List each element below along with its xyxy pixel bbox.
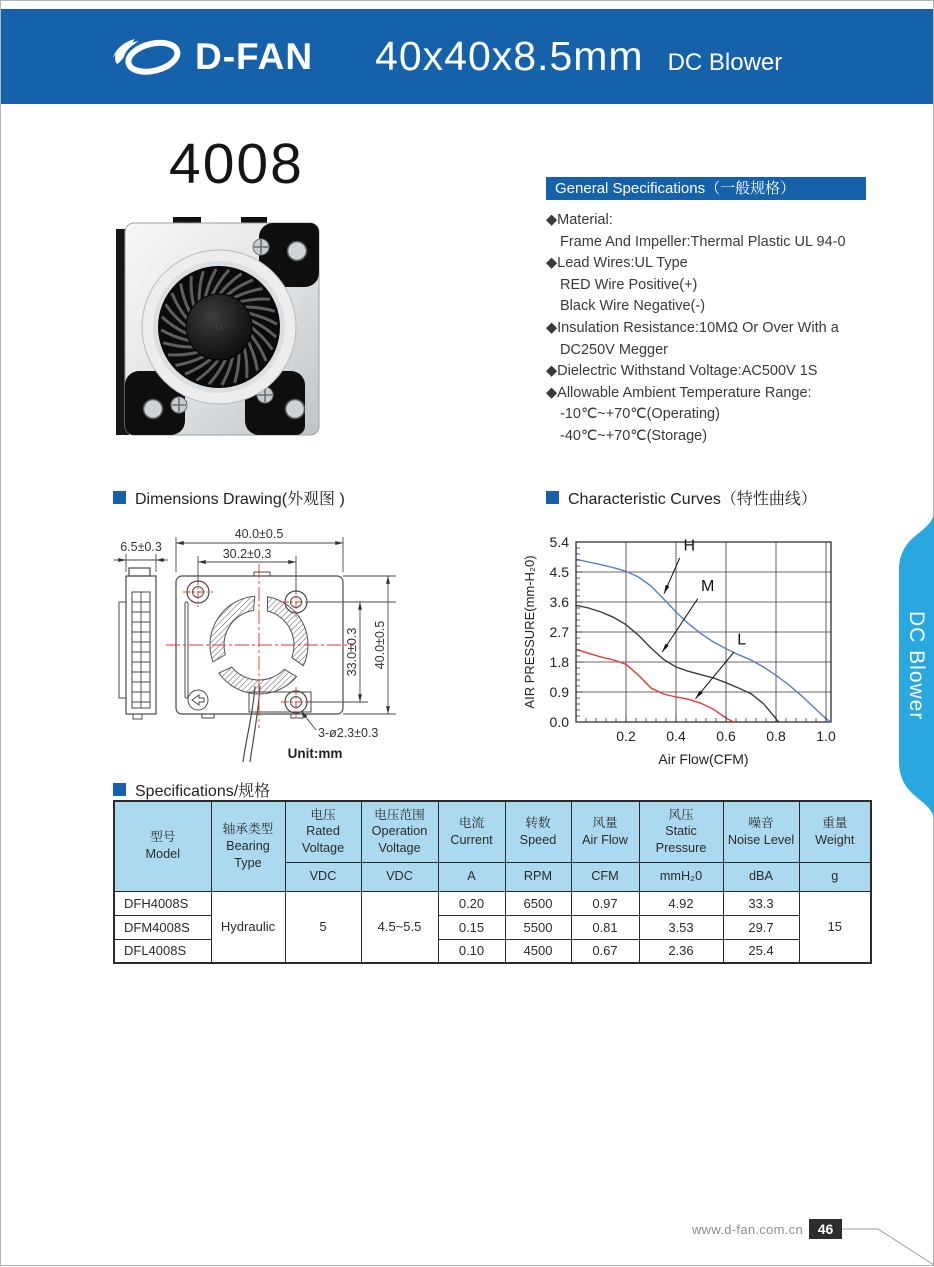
spec-line: -40℃~+70℃(Storage) — [560, 427, 708, 444]
unit-cfm: CFM — [571, 862, 639, 891]
spec-line: -10℃~+70℃(Operating) — [560, 406, 720, 423]
hub-center — [217, 325, 222, 330]
col-header-airflow: 风量 Air Flow — [571, 801, 639, 862]
specifications-table — [113, 800, 872, 964]
col-header-speed: 转数 Speed — [505, 801, 571, 862]
header — [1, 9, 933, 104]
blue-square-icon — [113, 783, 126, 796]
svg-text:H: H — [683, 537, 696, 555]
svg-text:0.4: 0.4 — [666, 728, 686, 744]
col-header-current: 电流 Current — [438, 801, 505, 862]
brand-name: D-FAN — [195, 35, 314, 77]
spec-line: ◆Allowable Ambient Temperature Range: — [546, 384, 812, 401]
svg-text:0.0: 0.0 — [549, 714, 569, 730]
cell-model: DFL4008S — [114, 939, 211, 963]
svg-text:2.7: 2.7 — [549, 624, 569, 640]
fan-swirl-icon — [109, 30, 191, 84]
unit-rpm: RPM — [505, 862, 571, 891]
svg-text:L: L — [737, 631, 747, 649]
brand-logo — [109, 30, 313, 84]
svg-text:0.2: 0.2 — [616, 728, 636, 744]
cell-speed: 5500 — [505, 915, 571, 939]
spec-line: ◆Lead Wires:UL Type — [546, 255, 688, 272]
cell-airflow: 0.97 — [571, 891, 639, 915]
product-photo — [113, 213, 325, 443]
svg-text:M: M — [701, 578, 715, 595]
cell-airflow: 0.67 — [571, 939, 639, 963]
cell-pressure: 3.53 — [639, 915, 723, 939]
spec-line: Black Wire Negative(-) — [560, 298, 706, 315]
cell-rated-voltage: 5 — [285, 891, 361, 963]
general-specs-section — [546, 177, 866, 448]
characteristic-curves-chart — [521, 511, 871, 783]
unit-mmh2o: mmH₂0 — [639, 862, 723, 891]
col-header-operation-voltage: 电压范围 Operation Voltage — [361, 801, 438, 862]
svg-text:4.5: 4.5 — [549, 564, 569, 580]
cell-bearing: Hydraulic — [211, 891, 285, 963]
cell-pressure: 4.92 — [639, 891, 723, 915]
model-number: 4008 — [169, 132, 304, 196]
spec-line: Frame And Impeller:Thermal Plastic UL 94-0 — [560, 233, 846, 250]
col-header-bearing: 轴承类型 Bearing Type — [211, 801, 285, 891]
footer-website: www.d-fan.com.cn — [691, 1222, 803, 1237]
spec-line: ◆Insulation Resistance:10MΩ Or Over With a — [546, 319, 839, 336]
unit-dba: dBA — [723, 862, 799, 891]
col-header-rated-voltage: 电压 Rated Voltage — [285, 801, 361, 862]
curves-section-title — [546, 486, 817, 509]
svg-text:3.6: 3.6 — [549, 594, 569, 610]
curve-L — [576, 649, 734, 722]
curve-labels — [662, 537, 746, 698]
cell-model: DFM4008S — [114, 915, 211, 939]
cell-model: DFH4008S — [114, 891, 211, 915]
spec-line: RED Wire Positive(+) — [560, 276, 698, 293]
curves-title-text: Characteristic Curves（特性曲线） — [568, 491, 817, 508]
dimensions-title-text: Dimensions Drawing(外观图 ) — [135, 491, 345, 508]
unit-a: A — [438, 862, 505, 891]
cell-noise: 25.4 — [723, 939, 799, 963]
cell-current: 0.20 — [438, 891, 505, 915]
curve-M — [576, 605, 779, 722]
general-specs-list — [546, 210, 866, 448]
svg-text:0.6: 0.6 — [716, 728, 736, 744]
cell-operation-voltage: 4.5~5.5 — [361, 891, 438, 963]
y-axis-label: AIR PRESSURE(mm-H₂0) — [522, 555, 537, 709]
col-header-model: 型号 Model — [114, 801, 211, 891]
x-axis-label: Air Flow(CFM) — [658, 751, 749, 767]
table-row — [114, 891, 871, 915]
svg-text:1.8: 1.8 — [549, 654, 569, 670]
specifications-title-text: Specifications/规格 — [135, 783, 271, 800]
svg-text:1.0: 1.0 — [816, 728, 836, 744]
cell-noise: 33.3 — [723, 891, 799, 915]
rotation-arrow-icon — [188, 690, 208, 710]
unit-vdc: VDC — [361, 862, 438, 891]
dc-blower-tab — [879, 505, 934, 827]
cell-noise: 29.7 — [723, 915, 799, 939]
col-header-pressure: 风压 Static Pressure — [639, 801, 723, 862]
dc-blower-tab-label: DC Blower — [905, 611, 928, 721]
page-title: 40x40x8.5mm — [375, 33, 644, 79]
cell-airflow: 0.81 — [571, 915, 639, 939]
unit-g: g — [799, 862, 871, 891]
footer-decoration-lines — [842, 1219, 934, 1267]
col-header-weight: 重量 Weight — [799, 801, 871, 862]
dim-hole-pitch-v: 33.0±0.3 — [345, 627, 359, 677]
cell-current: 0.15 — [438, 915, 505, 939]
cell-weight: 15 — [799, 891, 871, 963]
cell-speed: 4500 — [505, 939, 571, 963]
unit-vdc: VDC — [285, 862, 361, 891]
svg-text:5.4: 5.4 — [549, 534, 569, 550]
dim-thickness: 6.5±0.3 — [120, 540, 162, 554]
unit-label: Unit:mm — [287, 746, 343, 761]
svg-text:0.9: 0.9 — [549, 684, 569, 700]
cell-pressure: 2.36 — [639, 939, 723, 963]
spec-line: ◆Material: — [546, 212, 613, 228]
svg-text:0.8: 0.8 — [766, 728, 786, 744]
spec-line: DC250V Megger — [560, 341, 668, 358]
cell-speed: 6500 — [505, 891, 571, 915]
blue-square-icon — [546, 491, 559, 504]
general-specs-title: General Specifications（一般规格） — [546, 177, 866, 200]
col-header-noise: 噪音 Noise Level — [723, 801, 799, 862]
dim-height: 40.0±0.5 — [373, 620, 387, 670]
lead-wire — [250, 686, 260, 762]
specifications-section-title — [113, 778, 270, 801]
spec-line: ◆Dielectric Withstand Voltage:AC500V 1S — [546, 363, 818, 380]
page-subtitle: DC Blower — [667, 48, 783, 76]
dimensions-drawing — [106, 504, 536, 776]
dim-holes: 3-ø2.3±0.3 — [318, 726, 379, 740]
page-number: 46 — [809, 1219, 842, 1239]
cell-current: 0.10 — [438, 939, 505, 963]
dim-width: 40.0±0.5 — [234, 527, 284, 541]
blue-square-icon — [113, 491, 126, 504]
inlet-slot — [185, 602, 188, 698]
dim-hole-pitch-h: 30.2±0.3 — [222, 547, 272, 561]
